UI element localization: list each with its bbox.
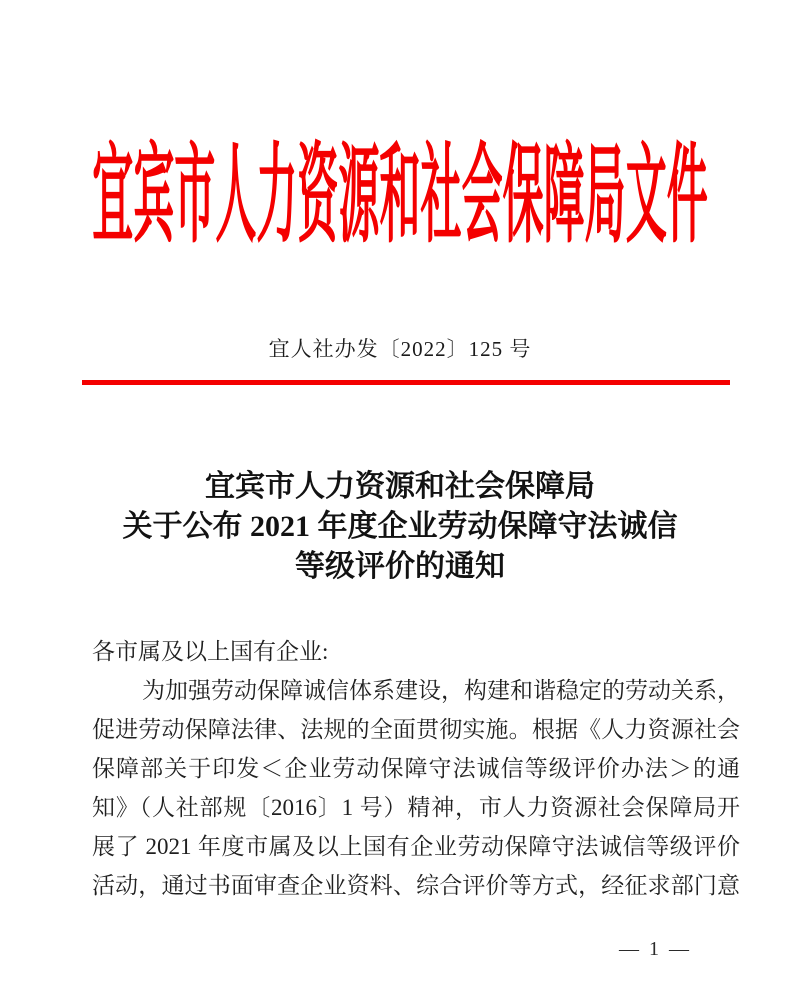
body-line: 保障部关于印发＜企业劳动保障守法诚信等级评价办法＞的通 (92, 756, 740, 781)
agency-masthead-title: 宜宾市人力资源和社会保障局文件 (92, 137, 708, 256)
body-line: 活动，通过书面审查企业资料、综合评价等方式，经征求部门意 (92, 873, 740, 898)
red-masthead (0, 137, 800, 256)
body-line: 促进劳动保障法律、法规的全面贯彻实施。根据《人力资源社会 (92, 717, 740, 742)
document-body (92, 632, 740, 905)
document-number: 宜人社办发〔2022〕125 号 (268, 337, 532, 361)
body-line: 展了 2021 年度市属及以上国有企业劳动保障守法诚信等级评价 (92, 834, 740, 859)
body-line: 为加强劳动保障诚信体系建设，构建和谐稳定的劳动关系， (142, 678, 740, 703)
red-divider-line (82, 380, 730, 385)
title-line-3: 等级评价的通知 (295, 550, 505, 583)
title-line-2: 关于公布 2021 年度企业劳动保障守法诚信 (122, 510, 678, 543)
document-title (0, 467, 800, 587)
body-line: 知》（人社部规〔2016〕1 号）精神，市人力资源社会保障局开 (92, 795, 740, 820)
title-line-1: 宜宾市人力资源和社会保障局 (205, 470, 595, 503)
salutation-line: 各市属及以上国有企业: (92, 639, 329, 664)
page-number: — 1 — (619, 938, 689, 960)
